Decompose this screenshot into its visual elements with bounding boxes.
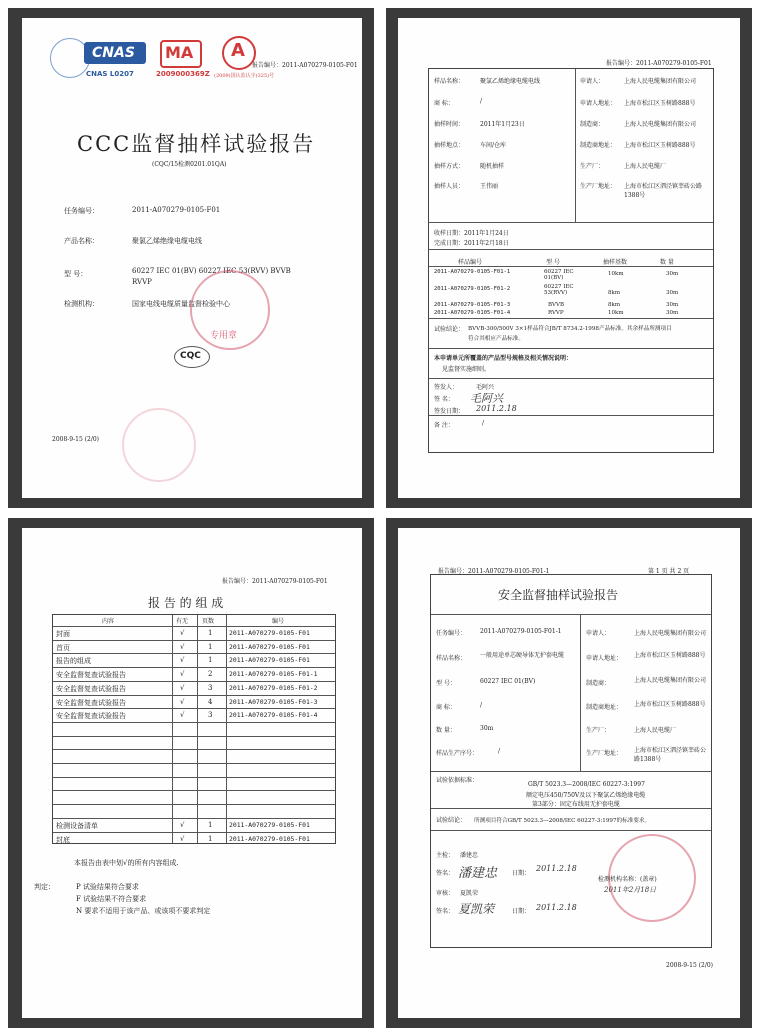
- first-line-table-head: [429, 266, 713, 267]
- comp-row-line: [53, 722, 335, 723]
- row0-value: 聚氯乙烯绝缘电缆电线: [480, 78, 541, 85]
- s-row2-label: 型 号：: [436, 680, 456, 687]
- row4-rlabel: 生产厂：: [580, 163, 605, 170]
- task-label: 任务编号：: [64, 207, 99, 215]
- product-value: 聚氯乙烯绝缘电缆电线: [132, 237, 202, 245]
- sample-row-model: 60227 IEC 01(BV): [544, 269, 574, 281]
- comp-cell-has: √: [180, 642, 185, 651]
- sample-row-base: 10km: [608, 271, 624, 277]
- comp-row-line: [53, 777, 335, 778]
- comp-cell-has: √: [180, 629, 185, 637]
- approve-label: 签发人：: [434, 384, 459, 391]
- comp-cell-number: 2011-A070279-0105-F01: [229, 656, 310, 665]
- sample-row-no: 2011-A070279-0105-F01-4: [434, 310, 511, 316]
- safety-title: 安全监督抽样试验报告: [498, 588, 619, 602]
- comp-cell-number: 2011-A070279-0105-F01: [229, 834, 310, 843]
- sample-header-qty: 数 量: [660, 259, 674, 266]
- sample-row-no: 2011-A070279-0105-F01-3: [434, 302, 511, 308]
- sample-header-model: 型 号: [546, 259, 560, 266]
- sample-row-qty: 30m: [666, 310, 679, 316]
- page-composition: [22, 528, 362, 1018]
- row1-rvalue: 上海市松江区玉树路888号: [624, 100, 696, 107]
- received-date: 收样日期：2011年1月24日: [434, 230, 509, 237]
- s-row1-rvalue: 上海市松江区玉树路888号: [634, 652, 706, 659]
- cqc-logo-text: CQC: [180, 351, 201, 361]
- comp-cell-pages: 3: [208, 711, 213, 720]
- sample-row-qty: 30m: [666, 290, 679, 296]
- s-row1-label: 样品名称：: [436, 655, 467, 662]
- ma-code: 2009000369Z: [156, 70, 210, 78]
- cnas-code: CNAS L0207: [86, 70, 134, 78]
- inspector-name: 潘建忠: [460, 852, 479, 859]
- approve-name: 毛阿兴: [476, 384, 495, 391]
- comp-cell-pages: 1: [208, 656, 213, 665]
- s-row0-rvalue: 上海人民电缆集团有限公司: [634, 630, 707, 637]
- first-line-top-block: [429, 222, 713, 223]
- s-row5-rvalue: 上海市松江区泗泾镇莘砖公路1388号: [634, 747, 707, 763]
- row3-label: 抽样地点：: [434, 142, 465, 149]
- model-value-line2: RVVP: [132, 278, 152, 286]
- comp-cell-number: 2011-A070279-0105-F01: [229, 629, 310, 637]
- page-first: [398, 18, 740, 498]
- row1-rlabel: 申请人地址：: [580, 100, 617, 107]
- org-value: 国家电线电缆质量监督检验中心: [132, 300, 230, 308]
- sample-row-qty: 30m: [666, 302, 679, 308]
- sign-date-value: 2011.2.18: [476, 404, 517, 413]
- comp-cell-has: √: [180, 820, 185, 829]
- inspector-sign-value: 潘建忠: [458, 866, 498, 881]
- comp-cell-number: 2011-A070279-0105-F01-1: [229, 670, 318, 679]
- comp-cell-pages: 1: [208, 834, 213, 843]
- comp-row-line: [53, 653, 335, 654]
- ca-code: (2009)国认监认字(325)号: [214, 73, 275, 79]
- comp-cell-has: √: [180, 656, 185, 665]
- comp-cell-content: 检测设备清单: [56, 821, 98, 830]
- comp-row-line: [53, 736, 335, 737]
- row1-value: /: [480, 98, 483, 105]
- comp-row-line: [53, 749, 335, 750]
- comp-col-divider-2: [197, 615, 198, 843]
- row2-rlabel: 制造商：: [580, 121, 605, 128]
- comp-row-line: [53, 640, 335, 641]
- s-row5-label: 样品生产序号：: [436, 750, 479, 757]
- comp-cell-has: √: [180, 711, 185, 720]
- row2-value: 2011年1月23日: [480, 121, 525, 128]
- comp-cell-pages: 1: [208, 820, 213, 829]
- row3-value: 车间/仓库: [480, 142, 507, 149]
- sample-row-no: 2011-A070279-0105-F01-1: [434, 269, 511, 275]
- row2-rvalue: 上海人民电缆集团有限公司: [624, 121, 697, 128]
- s-row0-rlabel: 申请人：: [586, 630, 611, 637]
- checker-name: 夏凯荣: [460, 890, 479, 897]
- comp-cell-number: 2011-A070279-0105-F01-2: [229, 683, 318, 692]
- page-cover: [22, 18, 362, 498]
- cover-report-number: 报告编号：2011-A070279-0105-F01: [252, 62, 358, 69]
- cover-seal-text: 专用章: [210, 331, 238, 341]
- comp-row-line: [53, 708, 335, 709]
- composition-report-number: 报告编号：2011-A070279-0105-F01: [222, 578, 328, 585]
- checker-label: 审核：: [436, 890, 455, 897]
- model-value-line1: 60227 IEC 01(BV) 60227 IEC 53(RVV) BVVB: [132, 267, 291, 275]
- cnas-logo: [84, 42, 146, 64]
- basis-line-2: 额定电压450/750V及以下聚氯乙烯绝缘电缆: [526, 792, 646, 799]
- comp-cell-pages: 1: [208, 629, 213, 637]
- ca-logo-mark: A: [231, 40, 245, 61]
- comp-cell-has: √: [180, 670, 185, 679]
- comp-header-has: 有无: [176, 618, 189, 625]
- safety-center-divider: [580, 615, 581, 771]
- s-row4-rvalue: 上海人民电缆厂: [634, 727, 677, 734]
- comp-row-line: [53, 681, 335, 682]
- first-line-remark: [429, 415, 713, 416]
- org-seal-label: 检测机构名称：(盖章): [598, 876, 657, 883]
- sign-date-label: 签发日期：: [434, 408, 465, 415]
- sample-row-no: 2011-A070279-0105-F01-2: [434, 286, 511, 292]
- safety-line-title: [431, 614, 711, 615]
- basis-line-1: GB/T 5023.3—2008/IEC 60227-3:1997: [528, 781, 645, 788]
- first-note-line1: 本申请单元所覆盖的产品型号规格及相关情况说明：: [434, 355, 573, 362]
- s-row2-rvalue: 上海人民电缆集团有限公司: [634, 677, 707, 684]
- comp-row-line: [53, 695, 335, 696]
- s-row4-rlabel: 生产厂：: [586, 727, 611, 734]
- comp-cell-content: 封底: [56, 835, 70, 844]
- ma-logo-text: MA: [165, 43, 194, 62]
- inspector-date-label: 日期：: [512, 870, 531, 877]
- row4-value: 随机抽样: [480, 163, 505, 170]
- sample-row-model: BVVB: [548, 302, 565, 308]
- remark-label: 备 注：: [434, 422, 454, 429]
- comp-col-divider-1: [172, 615, 173, 843]
- row0-label: 样品名称：: [434, 78, 465, 85]
- comp-row-line: [53, 667, 335, 668]
- judge-line-f: F 试验结果不符合要求: [76, 895, 147, 903]
- comp-cell-number: 2011-A070279-0105-F01-3: [229, 697, 318, 706]
- s-row5-value: /: [498, 748, 501, 755]
- ma-logo: [160, 40, 202, 68]
- comp-cell-pages: 2: [208, 670, 213, 679]
- s-row3-value: /: [480, 702, 483, 709]
- comp-row-line: [53, 818, 335, 819]
- product-label: 产品名称：: [64, 237, 99, 245]
- sample-row-model: RVVP: [548, 310, 564, 316]
- comp-cell-has: √: [180, 697, 185, 706]
- comp-cell-has: √: [180, 683, 185, 692]
- s-row0-label: 任务编号：: [436, 630, 467, 637]
- checker-date-value: 2011.2.18: [536, 903, 577, 912]
- safety-report-number: 报告编号：2011-A070279-0105-F01-1: [438, 568, 550, 575]
- comp-cell-content: 安全监督复查试验报告: [56, 698, 126, 707]
- first-note-line2: 见监督实施细则。: [442, 366, 491, 373]
- s-row1-rlabel: 申请人地址：: [586, 655, 623, 662]
- comp-cell-content: 安全监督复查试验报告: [56, 712, 126, 721]
- cover-faint-seal: [122, 408, 196, 482]
- basis-line-3: 第3部分：固定布线用无护套电缆: [532, 801, 620, 808]
- first-line-approve: [429, 378, 713, 379]
- comp-cell-content: 安全监督复查试验报告: [56, 684, 126, 693]
- s-row3-rvalue: 上海市松江区玉树路888号: [634, 701, 706, 708]
- row2-label: 抽样时间：: [434, 121, 465, 128]
- sample-row-base: 8km: [608, 290, 621, 296]
- comp-row-line: [53, 832, 335, 833]
- inspector-date-value: 2011.2.18: [536, 864, 577, 873]
- comp-header-number: 编号: [272, 618, 285, 625]
- comp-cell-pages: 3: [208, 683, 213, 692]
- composition-note: 本报告由表中划√的所有内容组成.: [74, 859, 179, 867]
- safety-conclusion-value: 所测项目符合GB/T 5023.3—2008/IEC 60227-3:1997的标准要求。: [474, 818, 651, 824]
- sign-label: 签 名：: [434, 396, 454, 403]
- safety-line-info-bottom: [431, 771, 711, 772]
- comp-row-line: [53, 790, 335, 791]
- row0-rvalue: 上海人民电缆集团有限公司: [624, 78, 697, 85]
- checker-sign-value: 夏凯荣: [458, 902, 495, 916]
- comp-cell-number: 2011-A070279-0105-F01: [229, 642, 310, 651]
- first-report-number: 报告编号：2011-A070279-0105-F01: [606, 60, 712, 67]
- first-center-divider: [575, 69, 576, 222]
- cqc-logo: [174, 346, 210, 368]
- sample-header-base: 抽样基数: [603, 259, 628, 266]
- checker-sign-label: 签名：: [436, 908, 455, 915]
- first-line-dates: [429, 249, 713, 250]
- row3-rvalue: 上海市松江区玉树路888号: [624, 142, 696, 149]
- row5-value: 王伟丽: [480, 183, 499, 190]
- comp-header-pages: 页数: [202, 618, 215, 625]
- comp-cell-pages: 4: [208, 697, 213, 706]
- first-line-note: [429, 348, 713, 349]
- s-row5-rlabel: 生产厂地址：: [586, 750, 623, 757]
- s-row3-rlabel: 制造商地址：: [586, 704, 623, 711]
- inspector-label: 主检：: [436, 852, 455, 859]
- cover-title: CCC监督抽样试验报告: [77, 132, 316, 156]
- sample-row-qty: 30m: [666, 271, 679, 277]
- row5-label: 抽样人员：: [434, 183, 465, 190]
- comp-row-line: [53, 626, 335, 627]
- comp-col-divider-3: [226, 615, 227, 843]
- comp-cell-content: 安全监督复查试验报告: [56, 671, 126, 680]
- first-conclusion-line1: BVVB-300/500V 3×1样品符合JB/T 8734.2-1998产品标准。其余样品所测项目: [468, 326, 672, 332]
- org-label: 检测机构：: [64, 300, 99, 308]
- safety-line-basis-bottom: [431, 808, 711, 809]
- row3-rlabel: 制造商地址：: [580, 142, 617, 149]
- composition-title: 报 告 的 组 成: [148, 596, 224, 610]
- task-value: 2011-A070279-0105-F01: [132, 206, 221, 214]
- judge-label: 判定：: [34, 883, 55, 891]
- row1-label: 商 标：: [434, 100, 454, 107]
- comp-cell-has: √: [180, 834, 185, 843]
- sample-row-base: 10km: [608, 310, 624, 316]
- comp-cell-content: 报告的组成: [56, 657, 91, 666]
- comp-cell-content: 封面: [56, 630, 70, 638]
- cover-footer: 2008-9-15 (2/0): [52, 436, 100, 443]
- safety-page-info: 第 1 页 共 2 页: [648, 568, 690, 575]
- ca-logo: [222, 36, 256, 70]
- s-row2-rlabel: 制造商：: [586, 680, 611, 687]
- checker-date-label: 日期：: [512, 908, 531, 915]
- cnas-logo-text: CNAS: [92, 45, 135, 61]
- cover-subtitle: (CQC/15检测0201.01QA): [152, 161, 227, 168]
- org-seal-date: 2011年2月18日: [604, 886, 657, 894]
- row0-rlabel: 申请人：: [580, 78, 605, 85]
- inspector-sign-label: 签名：: [436, 870, 455, 877]
- sample-header-no: 样品编号: [458, 259, 483, 266]
- safety-footer: 2008-9-15 (2/0): [666, 962, 714, 969]
- comp-cell-content: 首页: [56, 643, 70, 652]
- comp-row-line: [53, 804, 335, 805]
- first-line-conclusion: [429, 318, 713, 319]
- remark-value: /: [482, 420, 485, 427]
- finished-date: 完成日期：2011年2月18日: [434, 240, 509, 247]
- s-row4-value: 30m: [480, 725, 494, 732]
- s-row1-value: 一般用途单芯硬导体无护套电缆: [480, 652, 565, 659]
- comp-row-line: [53, 763, 335, 764]
- first-conclusion-label: 试验结论：: [434, 326, 465, 333]
- s-row3-label: 商 标：: [436, 704, 456, 711]
- judge-line-n: N 要求不适用于该产品、或该项不要求判定: [76, 907, 211, 915]
- judge-line-p: P 试验结果符合要求: [76, 883, 139, 891]
- s-row4-label: 数 量：: [436, 727, 456, 734]
- row5-rlabel: 生产厂地址：: [580, 183, 617, 190]
- s-row0-value: 2011-A070279-0105-F01-1: [480, 628, 562, 635]
- comp-cell-number: 2011-A070279-0105-F01-4: [229, 711, 318, 720]
- page-safety-report: [398, 528, 740, 1018]
- s-row2-value: 60227 IEC 01(BV): [480, 678, 536, 685]
- row4-label: 抽样方式：: [434, 163, 465, 170]
- sign-value: 毛阿兴: [470, 392, 503, 405]
- model-label: 型 号：: [64, 270, 88, 278]
- sample-row-base: 8km: [608, 302, 621, 308]
- first-conclusion-line2: 符合其相应产品标准。: [468, 336, 524, 342]
- safety-conclusion-label: 试验结论：: [436, 817, 467, 824]
- row5-rvalue: 上海市松江区泗泾镇莘砖公路1388号: [624, 183, 703, 199]
- comp-cell-number: 2011-A070279-0105-F01: [229, 820, 310, 829]
- basis-label: 试验依据标准：: [436, 777, 479, 784]
- comp-header-content: 内容: [102, 618, 115, 625]
- comp-cell-pages: 1: [208, 642, 213, 651]
- row4-rvalue: 上海人民电缆厂: [624, 163, 667, 170]
- safety-line-conclusion-bottom: [431, 830, 711, 831]
- sample-row-model: 60227 IEC 53(RVV): [544, 284, 574, 296]
